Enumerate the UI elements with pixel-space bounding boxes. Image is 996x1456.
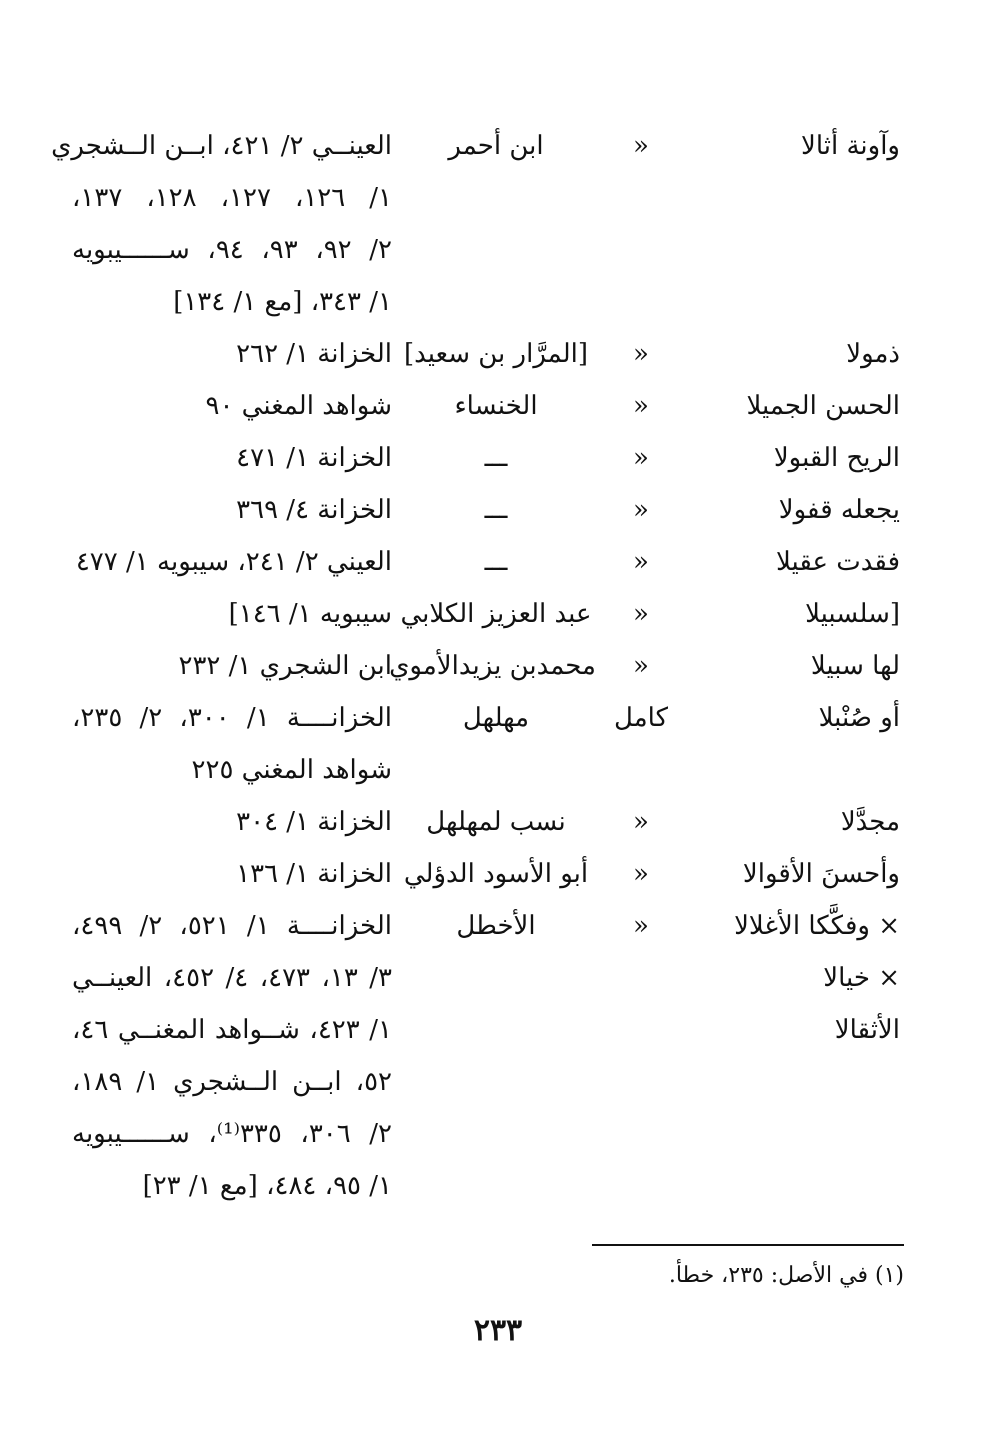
index-row [0, 1160, 996, 1212]
poet-name: ـــ [484, 443, 508, 473]
poet-name: أبو الأسود الدؤلي [403, 859, 589, 889]
source-reference: ٢/ ٩٢، ٩٣، ٩٤، ســــــيبويه [72, 235, 393, 265]
source-reference: الخزانة ١/ ٣٠٤ [236, 807, 392, 837]
meter: « [633, 807, 649, 837]
rhyme-word: أو صُنْبلا [818, 703, 900, 733]
index-row [0, 120, 996, 172]
source-reference: الخزانة ١/ ٢٦٢ [236, 339, 392, 369]
meter: « [633, 547, 649, 577]
source-reference: ١/ ١٢٦، ١٢٧، ١٢٨، ١٣٧، [72, 183, 392, 213]
index-row [0, 796, 996, 848]
rhyme-word: فقدت عقيلا [776, 547, 900, 577]
poet-name: ـــ [484, 547, 508, 577]
index-row [0, 692, 996, 744]
meter: « [633, 443, 649, 473]
index-row [0, 1108, 996, 1160]
index-row [0, 900, 996, 952]
meter: « [633, 599, 649, 629]
source-reference: ١/ ٤٢٣، شــواهد المغنــي ٤٦، [72, 1015, 392, 1045]
rhyme-word: لها سبيلا [810, 651, 900, 681]
index-row [0, 848, 996, 900]
source-reference: الخزانة ٤/ ٣٦٩ [236, 495, 392, 525]
source-reference: الخزانة ١/ ١٣٦ [236, 859, 392, 889]
source-reference: ١/ ٣٤٣، [مع ١/ ١٣٤] [173, 287, 392, 317]
meter: « [633, 651, 649, 681]
source-reference: الخزانــــة ١/ ٥٢١، ٢/ ٤٩٩، [72, 911, 392, 941]
poet-name: الأخطل [456, 911, 536, 941]
rhyme-word: وأحسنَ الأقوالا [742, 859, 900, 889]
source-reference: ٢/ ٣٠٦، ٣٣٥⁽¹⁾، ســــــيبويه [72, 1119, 392, 1149]
source-reference: الخزانة ١/ ٤٧١ [236, 443, 392, 473]
rhyme-word: الحسن الجميلا [746, 391, 900, 421]
meter: « [633, 391, 649, 421]
index-row [0, 1004, 996, 1056]
meter: « [633, 859, 649, 889]
index-row [0, 744, 996, 796]
page-number: ٢٣٣ [473, 1313, 523, 1348]
index-row [0, 380, 996, 432]
index-row [0, 952, 996, 1004]
source-reference: شواهد المغني ٩٠ [205, 391, 392, 421]
meter: « [633, 131, 649, 161]
meter: « [633, 911, 649, 941]
index-row [0, 1056, 996, 1108]
rhyme-word: [سلسبيلا [805, 599, 900, 629]
poet-name: الخنساء [454, 391, 538, 421]
rhyme-word: الريح القبولا [773, 443, 900, 473]
index-row [0, 432, 996, 484]
index-row [0, 172, 996, 224]
poet-name: [المرَّار بن سعيد] [404, 339, 588, 369]
poet-name: ـــ [484, 495, 508, 525]
source-reference: ١/ ٩٥، ٤٨٤، [مع ١/ ٢٣] [142, 1171, 392, 1201]
footnote: (١) في الأصل: ٢٣٥، خطأ. [668, 1263, 904, 1288]
rhyme-word: × خيالا [823, 963, 900, 993]
poet-name: محمدبن يزيدالأموي [389, 651, 596, 681]
rhyme-word: وآونة أثالا [801, 131, 900, 161]
meter: كامل [614, 703, 668, 733]
source-reference: شواهد المغني ٢٢٥ [191, 755, 392, 785]
poet-name: مهلهل [462, 703, 530, 733]
rhyme-word: ذمولا [846, 339, 900, 369]
source-reference: ٥٢، ابــن الــشجري ١/ ١٨٩، [72, 1067, 392, 1097]
source-reference: الخزانــــة ١/ ٣٠٠، ٢/ ٢٣٥، [72, 703, 392, 733]
source-reference: العينــي ٢/ ٤٢١، ابــن الــشجري [51, 131, 392, 161]
source-reference: سيبويه ١/ ١٤٦] [228, 599, 392, 629]
rhyme-word: الأثقالا [834, 1015, 900, 1045]
meter: « [633, 495, 649, 525]
index-row [0, 484, 996, 536]
index-row [0, 276, 996, 328]
source-reference: العيني ٢/ ٢٤١، سيبويه ١/ ٤٧٧ [75, 547, 392, 577]
source-reference: ٣/ ١٣، ٤٧٣، ٤/ ٤٥٢، العينــي [72, 963, 393, 993]
rhyme-word: × وفكَّكا الأغلالا [734, 911, 900, 941]
index-row [0, 328, 996, 380]
poet-name: ابن أحمر [448, 131, 544, 161]
index-row [0, 224, 996, 276]
index-row [0, 536, 996, 588]
meter: « [633, 339, 649, 369]
poet-name: نسب لمهلهل [426, 807, 566, 837]
source-reference: ابن الشجري ١/ ٢٣٢ [178, 651, 392, 681]
index-row [0, 640, 996, 692]
index-row [0, 588, 996, 640]
footnote-divider [592, 1244, 904, 1246]
poet-name: عبد العزيز الكلابي [400, 599, 592, 629]
rhyme-word: مجدَّلا [840, 807, 900, 837]
rhyme-word: يجعله قفولا [778, 495, 900, 525]
